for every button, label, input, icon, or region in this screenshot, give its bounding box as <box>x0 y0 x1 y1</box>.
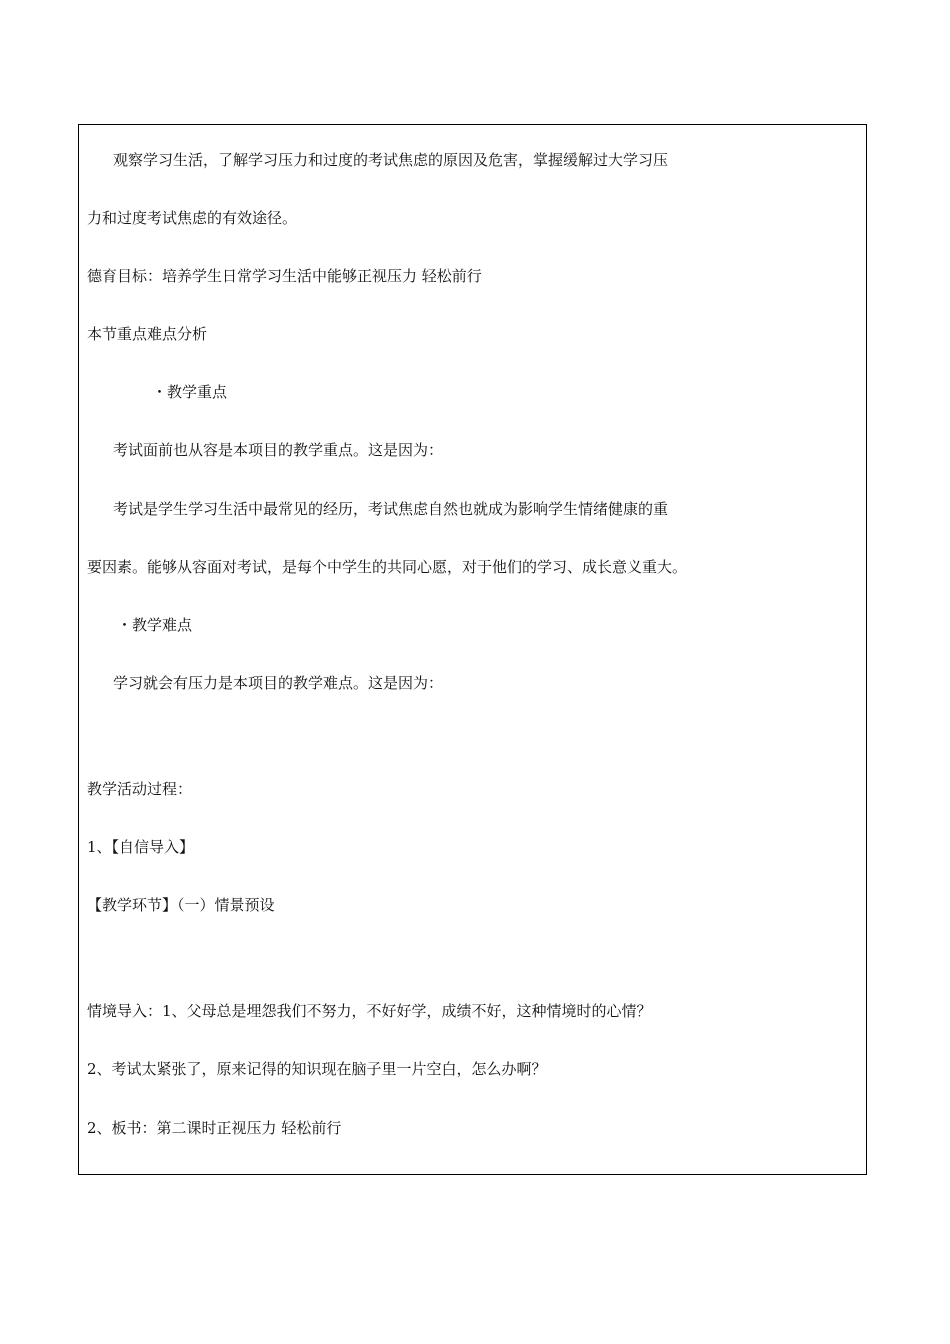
moral-goal-line: 德育目标：培养学生日常学习生活中能够正视压力 轻松前行 <box>87 267 482 285</box>
teaching-step-heading: 【教学环节】（一）情景预设 <box>87 896 275 914</box>
focus-reason-line: 考试面前也从容是本项目的教学重点。这是因为： <box>113 441 444 459</box>
scenario-line-2: 2、考试太紧张了，原来记得的知识现在脑子里一片空白，怎么办啊？ <box>87 1060 547 1078</box>
teaching-difficulty-bullet: ・教学难点 <box>117 616 193 634</box>
activity-process-heading: 教学活动过程： <box>87 780 193 798</box>
focus-explanation-line-2: 要因素。能够从容面对考试，是每个中学生的共同心愿，对于他们的学习、成长意义重大。 <box>87 558 688 576</box>
scenario-line-1: 情境导入：1、父母总是埋怨我们不努力，不好好学，成绩不好，这种情境时的心情？ <box>87 1002 652 1020</box>
confidence-intro-item: 1、【自信导入】 <box>87 838 195 856</box>
difficulty-reason-line: 学习就会有压力是本项目的教学难点。这是因为： <box>113 674 444 692</box>
key-points-heading: 本节重点难点分析 <box>87 325 208 343</box>
objective-line-2: 力和过度考试焦虑的有效途径。 <box>87 209 298 227</box>
blackboard-line: 2、板书：第二课时正视压力 轻松前行 <box>87 1119 342 1137</box>
focus-explanation-line-1: 考试是学生学习生活中最常见的经历，考试焦虑自然也就成为影响学生情绪健康的重 <box>113 500 669 518</box>
objective-line-1: 观察学习生活，了解学习压力和过度的考试焦虑的原因及危害，掌握缓解过大学习压 <box>113 151 669 169</box>
teaching-focus-bullet: ・教学重点 <box>152 383 228 401</box>
